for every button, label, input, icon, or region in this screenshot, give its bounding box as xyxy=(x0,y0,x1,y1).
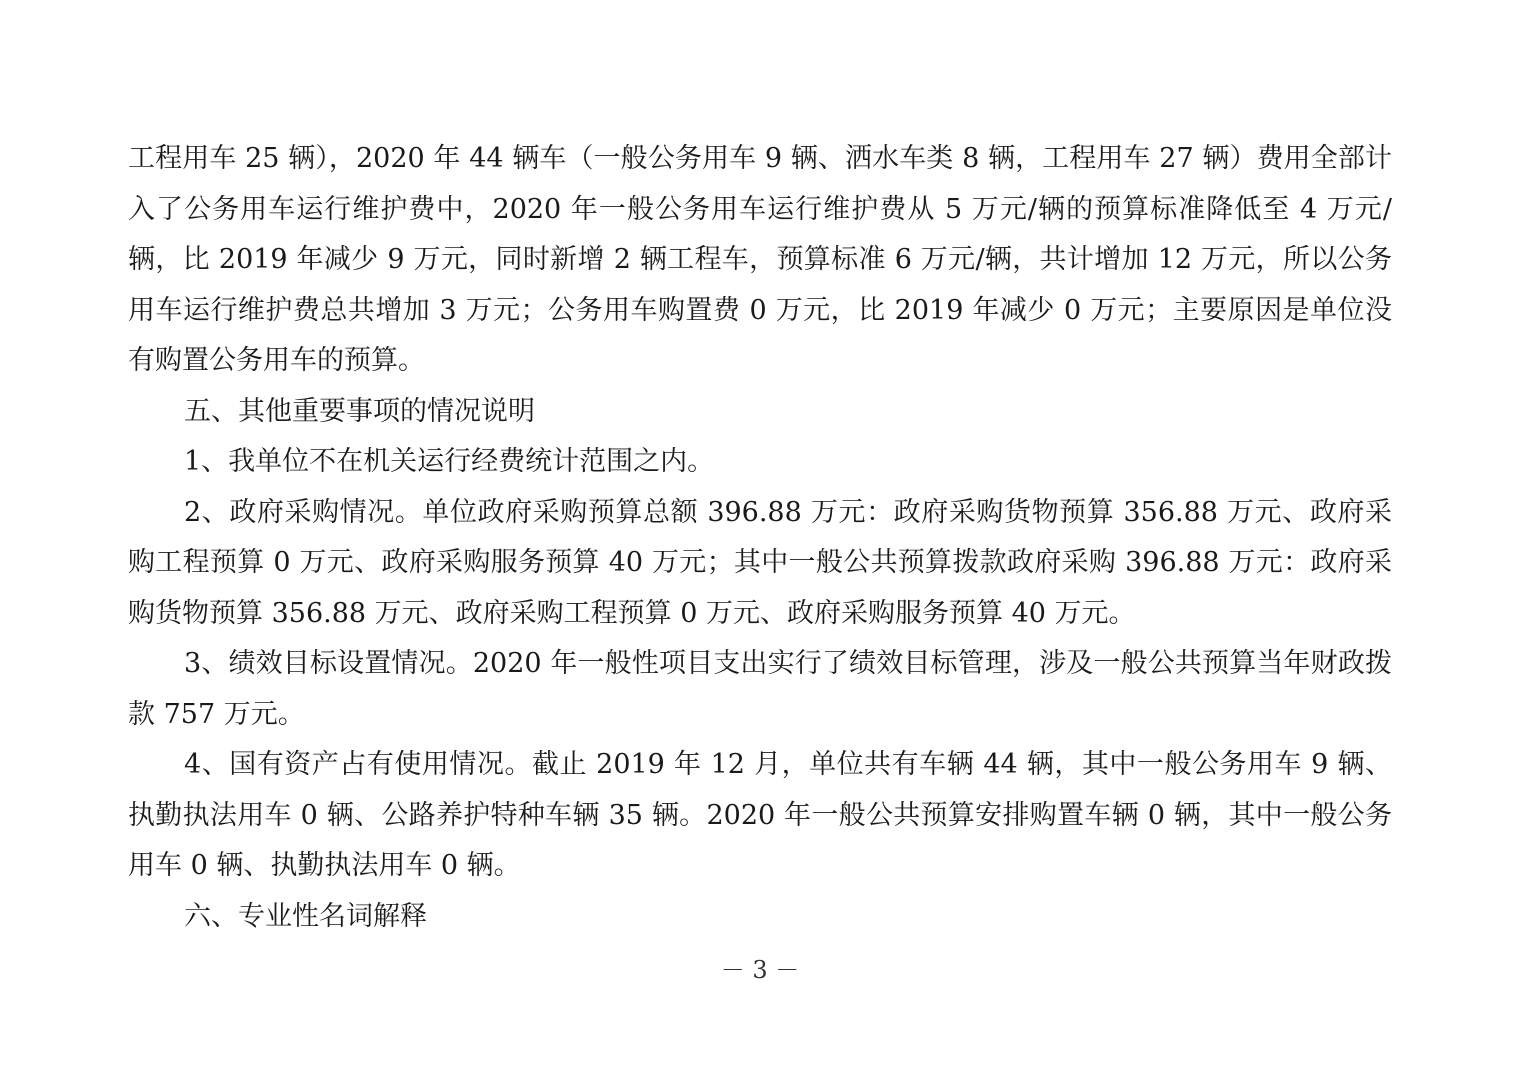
paragraph-item-3: 3、绩效目标设置情况。2020 年一般性项目支出实行了绩效目标管理，涉及一般公共预算当年财政拨款 757 万元。 xyxy=(128,648,1392,730)
section-heading-other-matters: 五、其他重要事项的情况说明 xyxy=(184,395,535,427)
document-body xyxy=(128,134,1392,942)
paragraph-item-1: 1、我单位不在机关运行经费统计范围之内。 xyxy=(184,446,715,477)
paragraph-continuation: 工程用车 25 辆），2020 年 44 辆车（一般公务用车 9 辆、洒水车类 8 辆，工程用车 27 辆）费用全部计入了公务用车运行维护费中，2020 年一般公务用车运行维护费从 5 万元/辆的预算标准降低至 4 万元/辆，比 2019 年减少 9 万元，同时新增 2 辆工程车，预算标准 6 万元/辆，共计增加 12 万元，所以公务用车运行维护费总共增加 3 万元；公务用车购置费 0 万元，比 2019 年减少 0 万元；主要原因是单位没有购置公务用车的预算。 xyxy=(128,143,1392,376)
paragraph-item-4: 4、国有资产占有使用情况。截止 2019 年 12 月，单位共有车辆 44 辆，其中一般公务用车 9 辆、执勤执法用车 0 辆、公路养护特种车辆 35 辆。2020 年一般公共预算安排购置车辆 0 辆，其中一般公务用车 0 辆、执勤执法用车 0 辆。 xyxy=(128,749,1392,881)
section-heading-terms: 六、专业性名词解释 xyxy=(184,900,427,932)
paragraph-item-2: 2、政府采购情况。单位政府采购预算总额 396.88 万元：政府采购货物预算 356.88 万元、政府采购工程预算 0 万元、政府采购服务预算 40 万元；其中一般公共预算拨款政府采购 396.88 万元：政府采购货物预算 356.88 万元、政府采购工程预算 0 万元、政府采购服务预算 40 万元。 xyxy=(128,496,1392,629)
page-number: － 3 － xyxy=(720,956,800,984)
